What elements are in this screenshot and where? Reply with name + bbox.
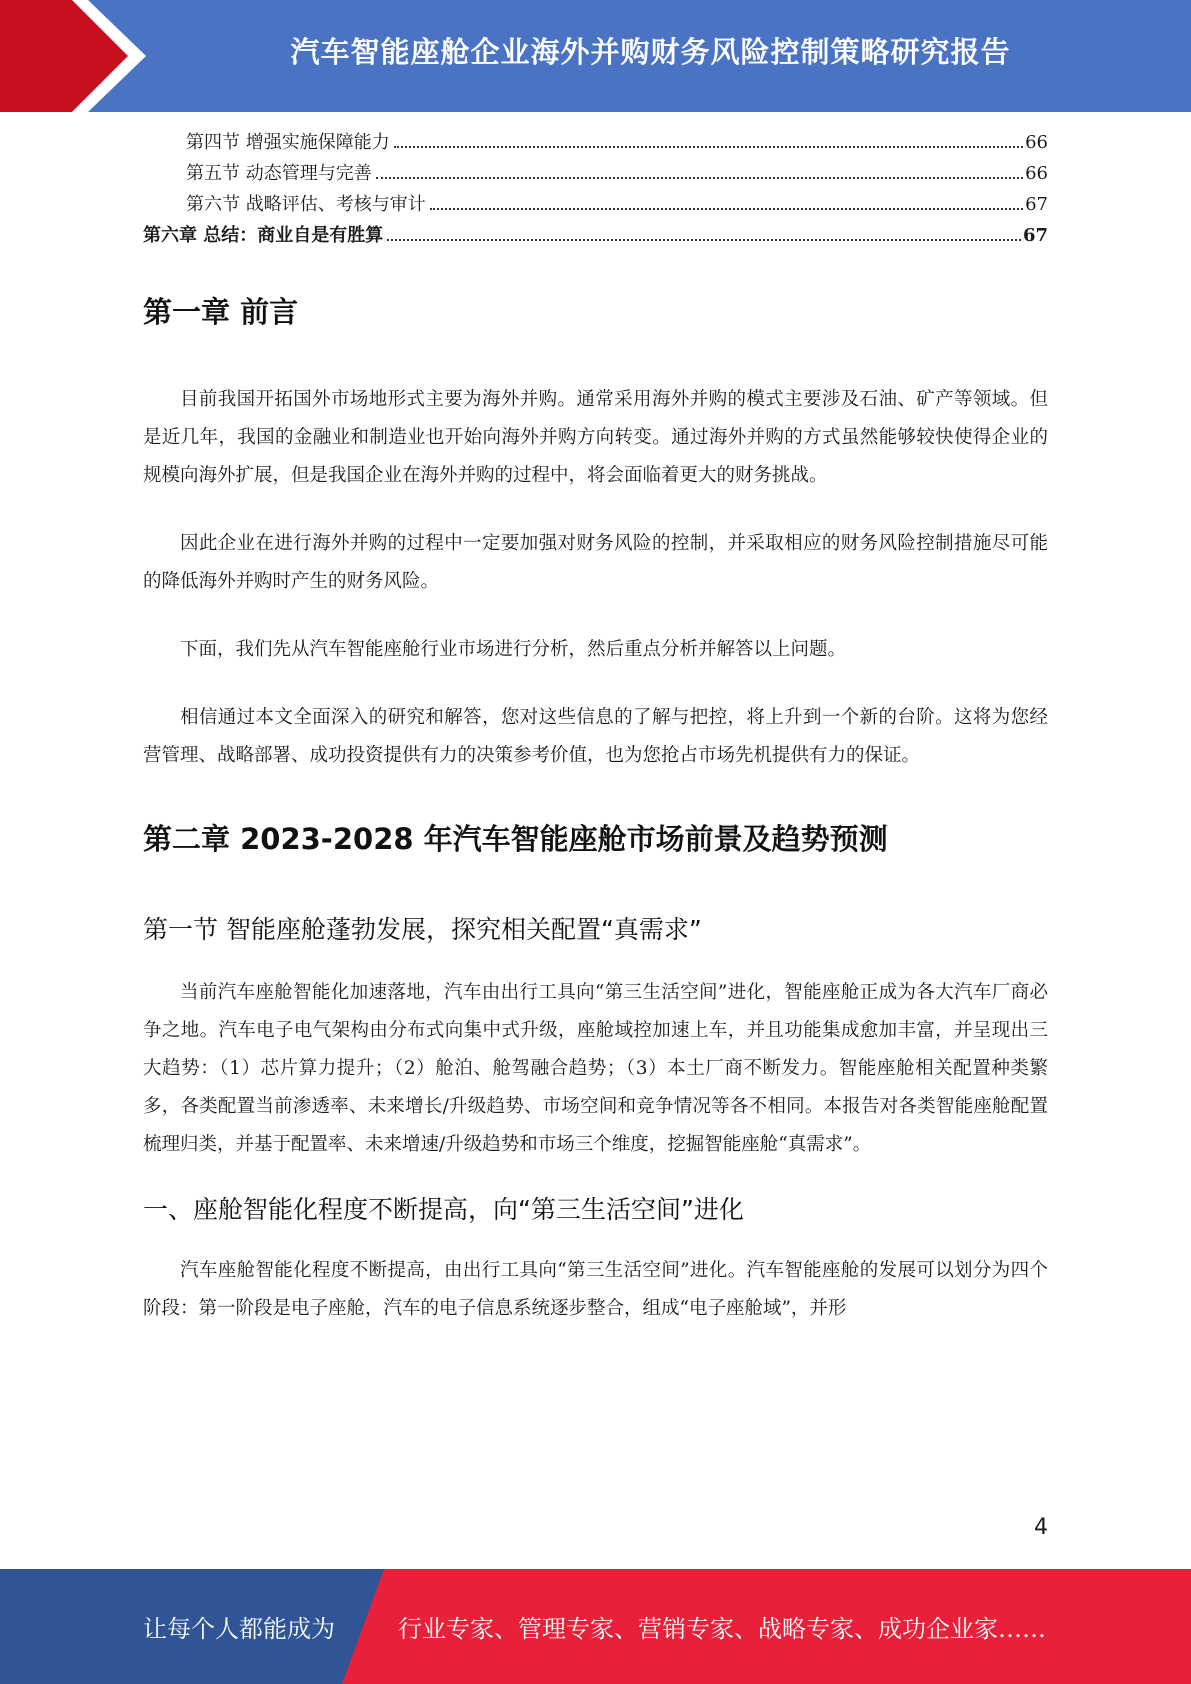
toc-item-page: 67: [1022, 225, 1048, 246]
chapter-1-title: 第一章 前言: [143, 295, 299, 329]
toc-leader-dots: [430, 207, 1023, 210]
toc-item[interactable]: [143, 159, 1048, 190]
toc-leader-dots: [376, 176, 1023, 179]
chapter-1-paragraph: 下面，我们先从汽车智能座舱行业市场进行分析，然后重点分析并解答以上问题。: [180, 639, 847, 660]
section-1-title: 第一节 智能座舱蓬勃发展，探究相关配置“真需求”: [143, 915, 702, 944]
toc-item-label: 第六节 战略评估、考核与审计: [186, 194, 426, 215]
toc-item-page: 67: [1025, 194, 1048, 215]
chapter-1-paragraph: 目前我国开拓国外市场地形式主要为海外并购。通常采用海外并购的模式主要涉及石油、矿产等领域。但是近几年，我国的金融业和制造业也开始向海外并购方向转变。通过海外并购的方式虽然能够较快使得企业的规模向海外扩展，但是我国企业在海外并购的过程中，将会面临着更大的财务挑战。: [143, 389, 1048, 486]
header-arrow-decoration: [0, 0, 160, 112]
document-body: [143, 290, 1048, 1328]
footer-slogan-left: 让每个人都能成为: [143, 1615, 335, 1643]
toc-item-label: 第六章 总结：商业自是有胜算: [143, 225, 384, 246]
table-of-contents: [143, 128, 1048, 252]
toc-item-page: 66: [1025, 163, 1048, 184]
toc-item-label: 第四节 增强实施保障能力: [186, 132, 390, 153]
chapter-1-paragraph: 相信通过本文全面深入的研究和解答，您对这些信息的了解与把控，将上升到一个新的台阶。这将为您经营管理、战略部署、成功投资提供有力的决策参考价值，也为您抢占市场先机提供有力的保证。: [143, 707, 1048, 766]
page-number: 4: [1034, 1515, 1048, 1540]
chapter-2-title: 第二章 2023-2028 年汽车智能座舱市场前景及趋势预测: [143, 822, 888, 856]
toc-leader-dots: [394, 145, 1023, 148]
section-1-paragraph: 当前汽车座舱智能化加速落地，汽车由出行工具向“第三生活空间”进化，智能座舱正成为各大汽车厂商必争之地。汽车电子电气架构由分布式向集中式升级，座舱域控加速上车，并且功能集成愈加丰富，并呈现出三大趋势：（1）芯片算力提升；（2）舱泊、舱驾融合趋势；（3）本土厂商不断发力。智能座舱相关配置种类繁多，各类配置当前渗透率、未来增长/升级趋势、市场空间和竞争情况等各不相同。本报告对各类智能座舱配置梳理归类，并基于配置率、未来增速/升级趋势和市场三个维度，挖掘智能座舱“真需求”。: [143, 982, 1048, 1155]
footer-slogan-right: 行业专家、管理专家、营销专家、战略专家、成功企业家……: [398, 1615, 1046, 1643]
subsection-1-paragraph: 汽车座舱智能化程度不断提高，由出行工具向“第三生活空间”进化。汽车智能座舱的发展可以划分为四个阶段：第一阶段是电子座舱，汽车的电子信息系统逐步整合，组成“电子座舱域”，并形: [143, 1260, 1048, 1319]
page-footer: [0, 1569, 1191, 1684]
toc-item[interactable]: [143, 221, 1048, 252]
toc-item[interactable]: [143, 128, 1048, 159]
chapter-1-paragraph: 因此企业在进行海外并购的过程中一定要加强对财务风险的控制，并采取相应的财务风险控制措施尽可能的降低海外并购时产生的财务风险。: [143, 533, 1048, 592]
toc-item-label: 第五节 动态管理与完善: [186, 163, 372, 184]
subsection-1-title: 一、座舱智能化程度不断提高，向“第三生活空间”进化: [143, 1195, 744, 1224]
header-title: 汽车智能座舱企业海外并购财务风险控制策略研究报告: [290, 34, 1011, 69]
page-header: [0, 0, 1191, 112]
toc-leader-dots: [387, 238, 1021, 241]
toc-item[interactable]: [143, 190, 1048, 221]
toc-item-page: 66: [1025, 132, 1048, 153]
